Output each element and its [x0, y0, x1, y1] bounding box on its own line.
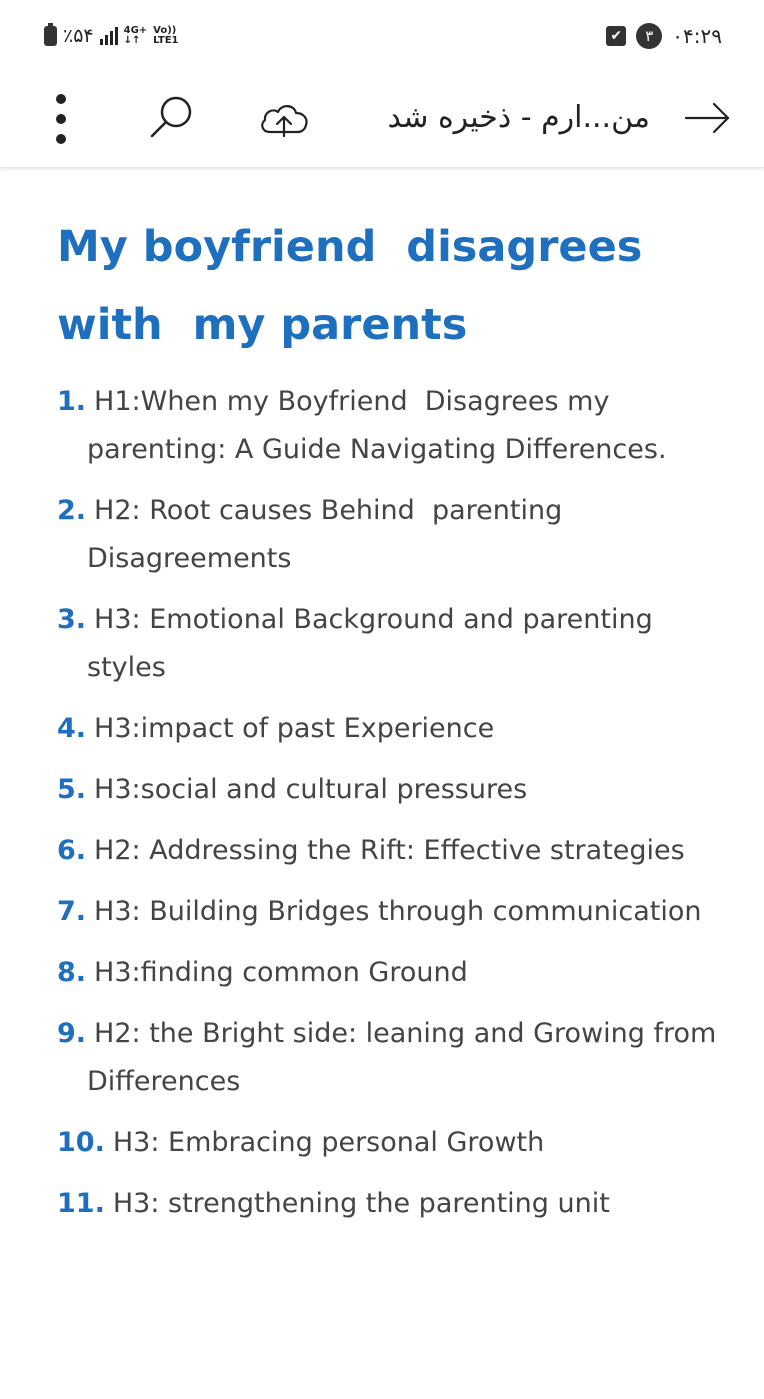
search-button[interactable]	[146, 92, 198, 144]
cloud-upload-icon	[256, 92, 312, 144]
document-heading: My boyfriend disagrees with my parents	[57, 222, 658, 350]
signal-icon	[100, 27, 118, 45]
toc-item	[0, 1180, 717, 1228]
toc-item-number: 2.	[57, 495, 87, 526]
lte-label: LTE1	[153, 35, 179, 46]
more-options-button[interactable]	[48, 94, 74, 144]
notification-count-badge: ۳	[636, 23, 662, 49]
toc-item-number: 10.	[57, 1127, 105, 1158]
network-type: 4G+	[123, 25, 148, 36]
status-left	[44, 24, 179, 48]
toc-item	[0, 378, 717, 474]
toc-item	[0, 949, 717, 997]
toc-item	[0, 487, 717, 583]
toc-item	[0, 766, 717, 814]
table-of-contents	[0, 378, 764, 1241]
toc-item-text: H3:social and cultural pressures	[94, 774, 528, 805]
status-bar	[0, 0, 764, 72]
checkbox-notification-icon: ✔	[606, 26, 626, 46]
toc-item-number: 5.	[57, 774, 87, 805]
toc-item-number: 9.	[57, 1018, 87, 1049]
toc-item-text: H2: Root causes Behind parenting Disagreements	[87, 495, 571, 574]
toc-item-number: 4.	[57, 713, 87, 744]
toc-item-text: H3:finding common Ground	[94, 957, 468, 988]
toc-item-text: H3: Building Bridges through communication	[94, 896, 702, 927]
toc-item-text: H3: strengthening the parenting unit	[112, 1188, 610, 1219]
toc-item-text: H2: the Bright side: leaning and Growing from Differences	[87, 1018, 725, 1097]
toc-item	[0, 596, 717, 692]
network-arrows: ↓↑	[123, 35, 141, 46]
toc-item-text: H1:When my Boyfriend Disagrees my parenting: A Guide Navigating Differences.	[87, 386, 667, 465]
forward-button[interactable]	[680, 92, 736, 144]
status-right	[606, 22, 722, 50]
toc-item	[0, 827, 717, 875]
toc-item-text: H3: Emotional Background and parenting styles	[87, 604, 662, 683]
app-toolbar	[0, 72, 764, 168]
network-indicator	[124, 26, 148, 46]
cloud-upload-button[interactable]	[256, 92, 312, 144]
toc-item-text: H2: Addressing the Rift: Effective strategies	[94, 835, 685, 866]
toc-item	[0, 1010, 725, 1106]
battery-icon	[44, 26, 57, 46]
toc-item-number: 6.	[57, 835, 87, 866]
clock: ۰۴:۲۹	[672, 24, 722, 48]
toc-item	[0, 888, 717, 936]
volte-indicator	[153, 26, 178, 46]
toc-item	[0, 1119, 717, 1167]
battery-level: ٪۵۴	[63, 25, 94, 47]
toc-item-number: 8.	[57, 957, 87, 988]
toc-item-number: 1.	[57, 386, 87, 417]
search-icon	[146, 92, 198, 144]
toc-item	[0, 705, 717, 753]
toc-item-number: 11.	[57, 1188, 105, 1219]
toc-item-text: H3:impact of past Experience	[94, 713, 495, 744]
volte-label: Vo))	[153, 25, 177, 36]
toc-item-number: 3.	[57, 604, 87, 635]
toc-item-number: 7.	[57, 896, 87, 927]
document-title-status[interactable]: من...ارم - ذخیره شد	[387, 100, 650, 135]
toc-item-text: H3: Embracing personal Growth	[112, 1127, 545, 1158]
arrow-right-icon	[680, 92, 736, 144]
